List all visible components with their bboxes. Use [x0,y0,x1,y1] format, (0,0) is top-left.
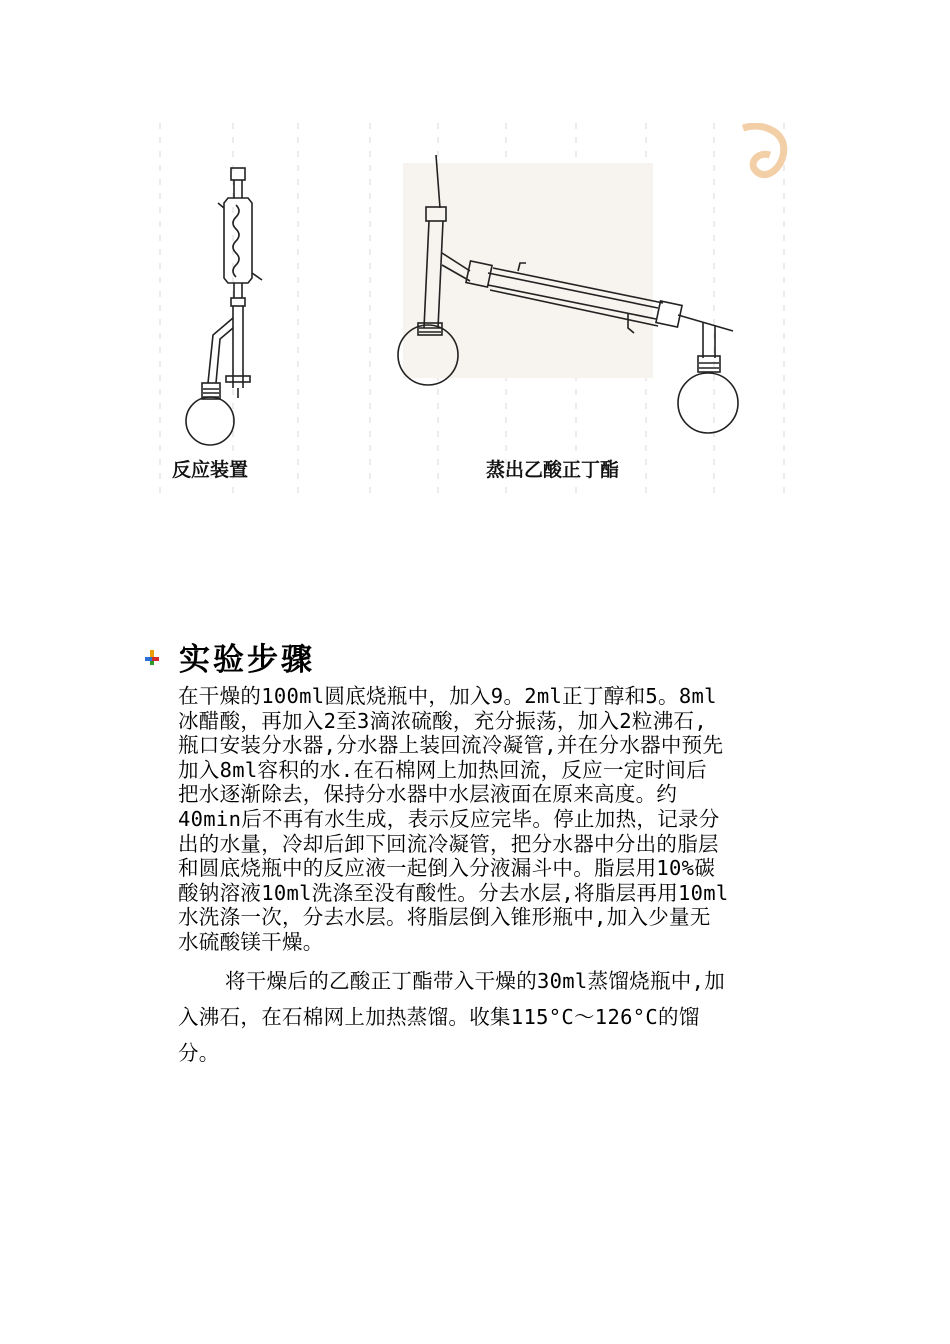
text-line: 水洗涤一次，分去水层。将脂层倒入锥形瓶中,加入少量无 [178,905,711,930]
text-line: 在干燥的100ml圆底烧瓶中，加入9。2ml正丁醇和5。8ml [178,684,717,708]
text-line: 加入8ml容积的水.在石棉网上加热回流，反应一定时间后 [178,757,707,782]
text-line: 瓶口安装分水器,分水器上装回流冷凝管,并在分水器中预先 [178,733,724,758]
procedure-paragraph-1 [178,684,808,955]
text-line: 水硫酸镁干燥。 [178,929,324,954]
text-line: 40min后不再有水生成，表示反应完毕。停止加热，记录分 [178,806,720,831]
caption-reaction-setup: 反应装置 [172,459,249,481]
apparatus-figure [158,123,790,501]
decoration-swirl [743,126,784,174]
text-line: 分。 [178,1041,220,1065]
section-header [143,634,315,679]
text-line: 冰醋酸，再加入2至3滴浓硫酸，充分振荡，加入2粒沸石, [178,708,707,733]
section-title: 实验步骤 [179,642,315,678]
apparatus-drawing [158,123,790,501]
text-line: 出的水量，冷却后卸下回流冷凝管，把分水器中分出的脂层 [178,831,719,856]
text-line: 把水逐渐除去，保持分水器中水层液面在原来高度。约 [178,782,678,807]
bullet-icon [143,648,161,666]
text-line: 酸钠溶液10ml洗涤至没有酸性。分去水层,将脂层再用10ml [178,880,729,905]
procedure-paragraph-2 [178,963,808,1071]
text-line: 将干燥后的乙酸正丁酯带入干燥的30ml蒸馏烧瓶中,加 [225,969,726,993]
text-line: 入沸石，在石棉网上加热蒸馏。收集115°C～126°C的馏 [178,1005,700,1029]
text-line: 和圆底烧瓶中的反应液一起倒入分液漏斗中。脂层用10%碳 [178,856,716,881]
reaction-apparatus [186,168,262,445]
caption-distillation-setup: 蒸出乙酸正丁酯 [486,459,620,481]
